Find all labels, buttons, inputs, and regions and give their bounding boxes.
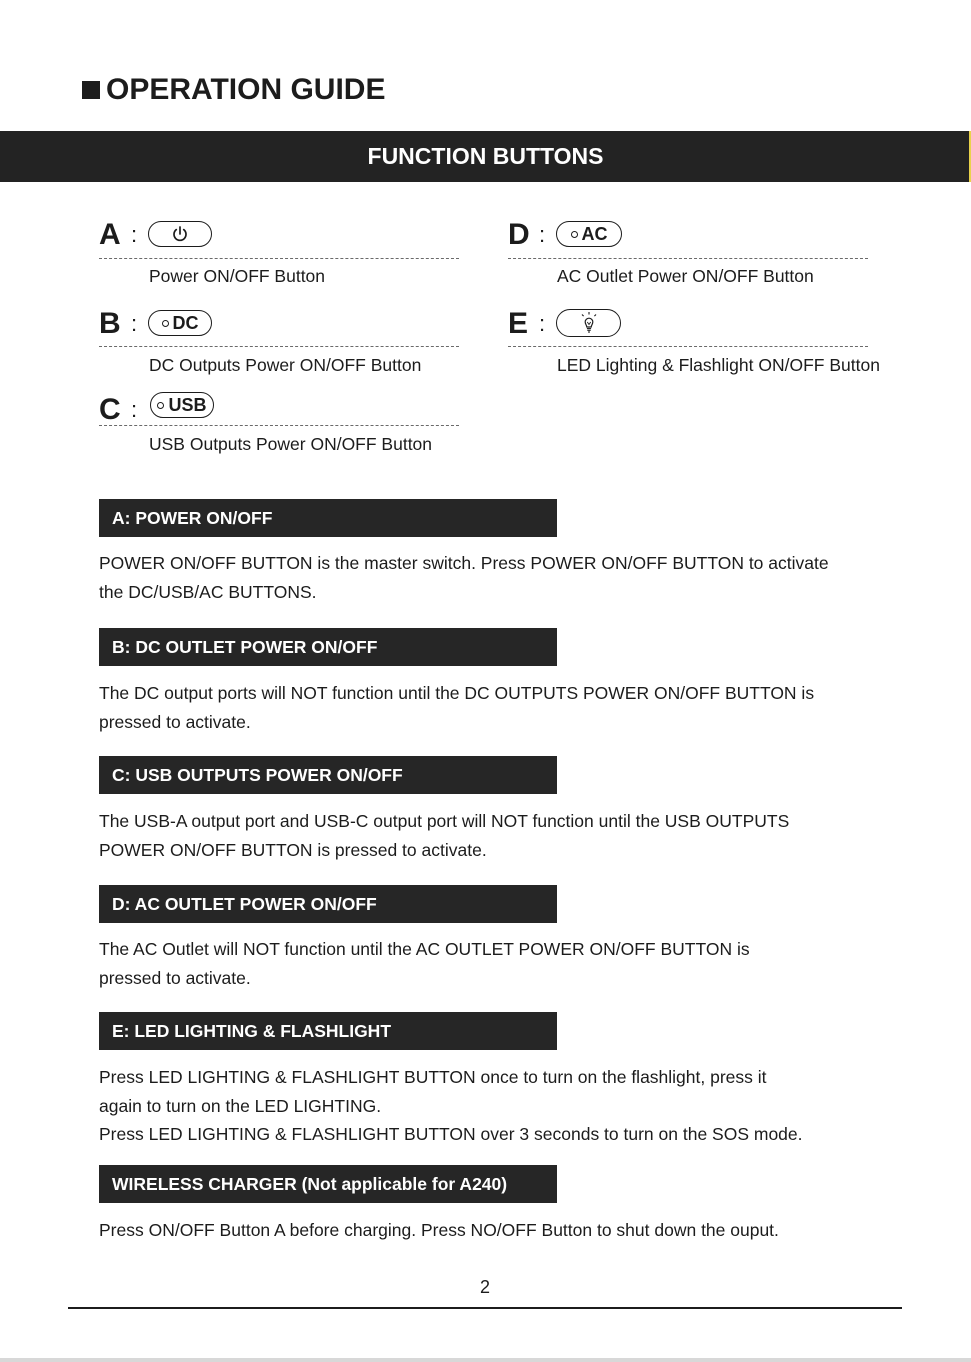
divider-c: [99, 425, 459, 426]
button-colon-c: :: [131, 397, 138, 422]
button-letter-b: B: [99, 307, 121, 340]
button-desc-e: LED Lighting & Flashlight ON/OFF Button: [557, 355, 880, 375]
divider-a: [99, 258, 459, 259]
section-line: The DC output ports will NOT function until the DC OUTPUTS POWER ON/OFF BUTTON is: [99, 683, 815, 703]
lightbulb-icon: [578, 311, 600, 335]
section-body-led: [99, 1063, 919, 1149]
button-desc-c: USB Outputs Power ON/OFF Button: [149, 434, 433, 454]
page-bottom-edge: [0, 1358, 971, 1362]
button-letter-e: E: [508, 307, 529, 340]
section-line: Press LED LIGHTING & FLASHLIGHT BUTTON over 3 seconds to turn on the SOS mode.: [99, 1124, 803, 1144]
section-line: The AC Outlet will NOT function until the AC OUTLET POWER ON/OFF BUTTON is: [99, 939, 750, 959]
button-colon-e: :: [539, 311, 546, 336]
section-line: Press ON/OFF Button A before charging. Press NO/OFF Button to shut down the ouput.: [99, 1220, 779, 1240]
power-icon: [171, 225, 189, 243]
section-line: POWER ON/OFF BUTTON is pressed to activate.: [99, 839, 487, 860]
section-line: Press LED LIGHTING & FLASHLIGHT BUTTON once to turn on the flashlight, press it: [99, 1067, 767, 1087]
button-letter-a: A: [99, 218, 121, 251]
section-line: again to turn on the LED LIGHTING.: [99, 1095, 382, 1116]
button-colon-a: :: [131, 222, 138, 247]
usb-button-label: USB: [168, 394, 207, 415]
banner-text: FUNCTION BUTTONS: [367, 143, 604, 169]
ac-button-pill: [556, 221, 622, 247]
section-line: pressed to activate.: [99, 967, 251, 988]
dot-icon: [157, 402, 164, 409]
section-line: pressed to activate.: [99, 711, 251, 732]
section-line: POWER ON/OFF BUTTON is the master switch. Press POWER ON/OFF BUTTON to activate: [99, 553, 829, 573]
dot-icon: [571, 231, 578, 238]
dot-icon: [162, 320, 169, 327]
divider-d: [508, 258, 868, 259]
section-body-wireless: [99, 1216, 919, 1245]
divider-e: [508, 346, 868, 347]
ac-button-label: AC: [581, 223, 608, 244]
power-button-pill: [148, 221, 212, 247]
section-body-dc: [99, 679, 919, 736]
bullet-square-icon: [82, 81, 100, 99]
button-colon-d: :: [539, 222, 546, 247]
page-number: 2: [479, 1277, 490, 1297]
button-letter-c: C: [99, 393, 121, 426]
usb-button-pill: [150, 392, 214, 418]
section-body-usb: [99, 807, 919, 864]
section-header-ac: D: AC OUTLET POWER ON/OFF: [99, 885, 557, 923]
section-line: The USB-A output port and USB-C output port will NOT function until the USB OUTPUTS: [99, 811, 790, 831]
led-button-pill: [556, 309, 621, 337]
section-header-led: E: LED LIGHTING & FLASHLIGHT: [99, 1012, 557, 1050]
section-line: the DC/USB/AC BUTTONS.: [99, 581, 317, 602]
divider-b: [99, 346, 459, 347]
button-desc-d: AC Outlet Power ON/OFF Button: [557, 266, 814, 286]
section-body-power: [99, 549, 919, 606]
section-header-wireless: WIRELESS CHARGER (Not applicable for A240): [99, 1165, 557, 1203]
section-header-usb: C: USB OUTPUTS POWER ON/OFF: [99, 756, 557, 794]
dc-button-label: DC: [172, 312, 199, 333]
page-title-text: OPERATION GUIDE: [106, 73, 386, 106]
function-buttons-banner: [0, 131, 971, 182]
dc-button-pill: [148, 310, 212, 336]
section-body-ac: [99, 935, 919, 992]
button-desc-b: DC Outputs Power ON/OFF Button: [149, 355, 422, 375]
section-header-power: A: POWER ON/OFF: [99, 499, 557, 537]
page-title: [82, 70, 385, 110]
button-desc-a: Power ON/OFF Button: [149, 266, 326, 286]
footer-rule: [68, 1307, 902, 1309]
button-letter-d: D: [508, 218, 530, 251]
button-colon-b: :: [131, 311, 138, 336]
section-header-dc: B: DC OUTLET POWER ON/OFF: [99, 628, 557, 666]
